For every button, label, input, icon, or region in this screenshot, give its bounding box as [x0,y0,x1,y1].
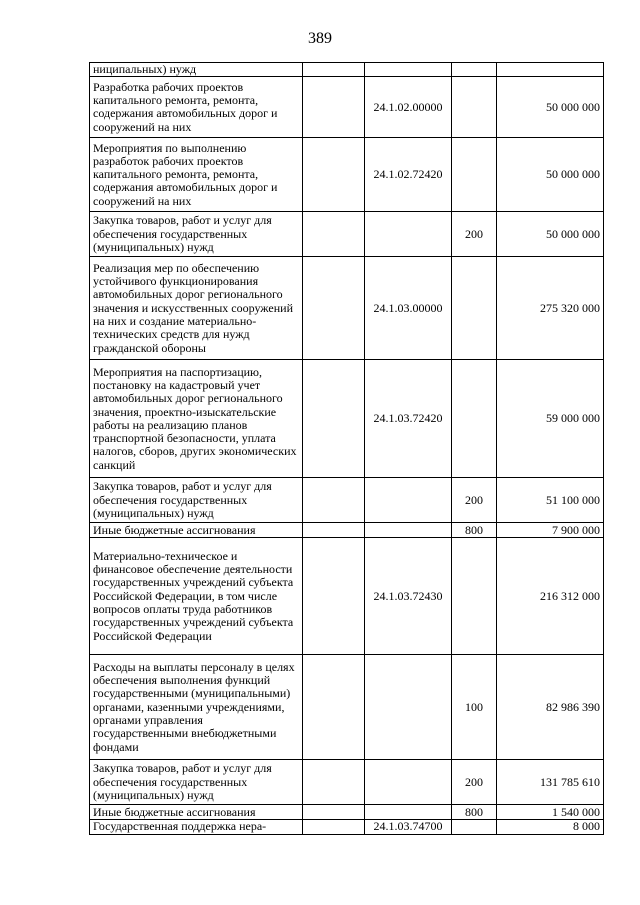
empty-cell [303,760,365,805]
row-code [365,655,452,760]
row-code [365,805,452,820]
empty-cell [303,478,365,523]
row-code: 24.1.03.72430 [365,538,452,655]
row-kvr: 200 [452,212,497,257]
row-kvr [452,63,497,77]
row-amount: 50 000 000 [497,77,604,138]
empty-cell [303,212,365,257]
row-code: 24.1.02.72420 [365,138,452,212]
row-code [365,760,452,805]
row-name: ниципальных) нужд [90,63,303,77]
empty-cell [303,538,365,655]
row-kvr: 200 [452,760,497,805]
row-name: Иные бюджетные ассигнования [90,523,303,538]
row-amount: 1 540 000 [497,805,604,820]
row-name: Материально-техническое и финансовое обеспечение деятельности государственных учреждений субъекта Российской Федерации, в том числе вопросов оплаты труда работников государственных учреждений субъекта Российской Федерации [90,538,303,655]
row-amount: 51 100 000 [497,478,604,523]
row-name: Реализация мер по обеспечению устойчивого функционирования автомобильных дорог регионального значения и искусственных сооружений на них и создание материально-технических средств для нужд гражданской обороны [90,257,303,360]
table-row [90,360,604,478]
row-code: 24.1.03.74700 [365,820,452,834]
row-amount: 82 986 390 [497,655,604,760]
empty-cell [303,805,365,820]
row-amount: 50 000 000 [497,138,604,212]
row-amount: 275 320 000 [497,257,604,360]
row-code [365,523,452,538]
table-row [90,138,604,212]
row-code: 24.1.02.00000 [365,77,452,138]
row-amount [497,63,604,77]
row-amount: 7 900 000 [497,523,604,538]
empty-cell [303,820,365,834]
empty-cell [303,77,365,138]
row-code [365,478,452,523]
table-row [90,805,604,820]
row-name: Иные бюджетные ассигнования [90,805,303,820]
row-code [365,212,452,257]
row-name: Закупка товаров, работ и услуг для обеспечения государственных (муниципальных) нужд [90,760,303,805]
table-row [90,655,604,760]
empty-cell [303,63,365,77]
table-row [90,820,604,834]
row-amount: 50 000 000 [497,212,604,257]
row-amount: 59 000 000 [497,360,604,478]
row-name: Мероприятия на паспортизацию, постановку на кадастровый учет автомобильных дорог регионального значения, проектно-изыскательские работы на реализацию планов транспортной безопасности, уплата налогов, сборов, других экономических санкций [90,360,303,478]
table-row [90,212,604,257]
empty-cell [303,523,365,538]
empty-cell [303,257,365,360]
row-kvr [452,820,497,834]
row-code: 24.1.03.72420 [365,360,452,478]
row-name: Расходы на выплаты персоналу в целях обеспечения выполнения функций государственными (муниципальными) органами, казенными учреждениями, органами управления государственными внебюджетными фондами [90,655,303,760]
row-kvr: 800 [452,523,497,538]
row-name: Разработка рабочих проектов капитального ремонта, ремонта, содержания автомобильных дорог и сооружений на них [90,77,303,138]
table-row [90,257,604,360]
row-amount: 131 785 610 [497,760,604,805]
table-row [90,538,604,655]
row-kvr [452,538,497,655]
row-name: Мероприятия по выполнению разработок рабочих проектов капитального ремонта, ремонта, содержания автомобильных дорог и сооружений на них [90,138,303,212]
row-name: Государственная поддержка нера- [90,820,303,834]
empty-cell [303,138,365,212]
row-name: Закупка товаров, работ и услуг для обеспечения государственных (муниципальных) нужд [90,212,303,257]
row-kvr [452,360,497,478]
table-row [90,77,604,138]
table-row [90,478,604,523]
budget-table [89,62,604,835]
row-kvr [452,138,497,212]
page-number: 389 [308,30,332,47]
table-row [90,63,604,77]
empty-cell [303,360,365,478]
row-name: Закупка товаров, работ и услуг для обеспечения государственных (муниципальных) нужд [90,478,303,523]
row-code [365,63,452,77]
row-amount: 216 312 000 [497,538,604,655]
row-amount: 8 000 [497,820,604,834]
row-kvr: 200 [452,478,497,523]
row-kvr: 100 [452,655,497,760]
row-kvr [452,77,497,138]
table-row [90,523,604,538]
row-code: 24.1.03.00000 [365,257,452,360]
row-kvr [452,257,497,360]
empty-cell [303,655,365,760]
row-kvr: 800 [452,805,497,820]
table-row [90,760,604,805]
